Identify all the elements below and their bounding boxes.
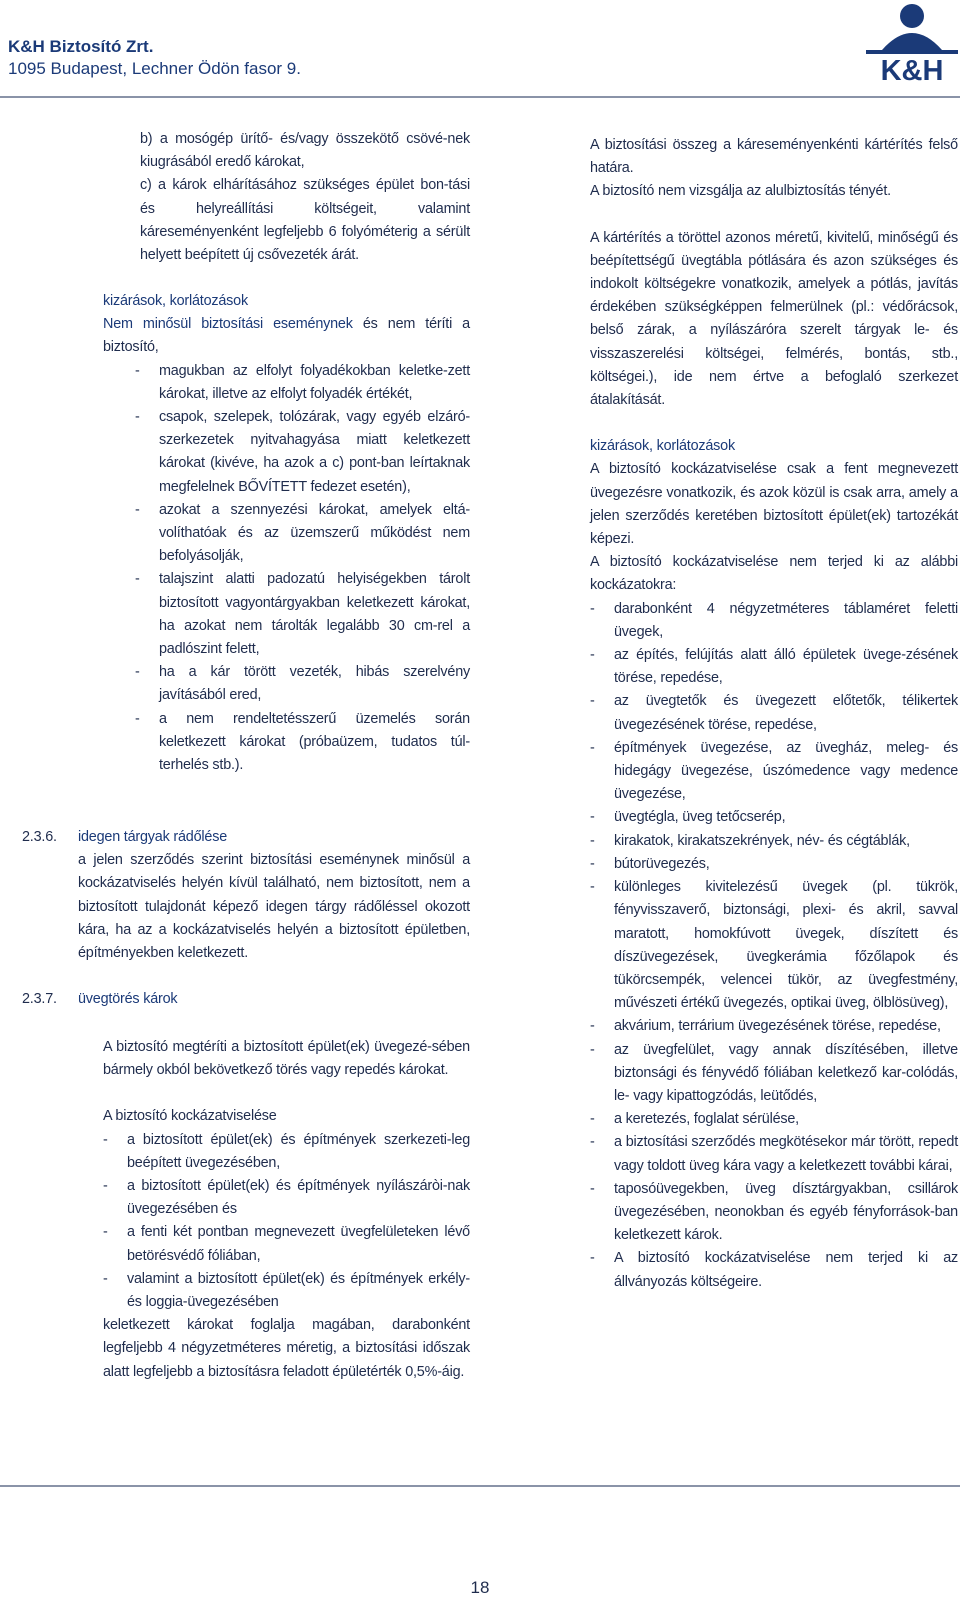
list-item: - csapok, szelepek, tolózárak, vagy egyéb elzáró-szerkezetek nyitvahagyása miatt keletkezett károkat (kivéve, ha azok a c) pont-ban leírtaknak megfelelnek BŐVÍTETT fedezet esetén),	[135, 406, 470, 499]
right-column	[590, 134, 958, 1294]
list-item: - az üvegfelület, vagy annak díszítésében, illetve biztonsági és fényvédő fóliában keletkező kar-colódás, le- vagy kipattogzódás, leütődés,	[590, 1039, 958, 1109]
header-rule	[0, 96, 960, 98]
list-item: - a biztosítási szerződés megkötésekor már törött, repedt vagy toldott üveg kára vagy a keletkezett további kárai,	[590, 1131, 958, 1177]
list-item: - darabonként 4 négyzetméteres táblaméret feletti üvegek,	[590, 598, 958, 644]
list-item: - ha a kár törött vezeték, hibás szerelvény javításából ered,	[135, 661, 470, 707]
company-name: K&H Biztosító Zrt.	[8, 37, 154, 56]
list-item: - építmények üvegezése, az üvegház, meleg- és hidegágy üvegezése, úszómedence vagy medence üvegezése,	[590, 737, 958, 807]
list-item: - a fenti két pontban megnevezett üvegfelületeken lévő betörésvédő fóliában,	[103, 1221, 470, 1267]
paragraph: keletkezett károkat foglalja magában, darabonként legfeljebb 4 négyzetméteres méretig, a biztosítási időszak alatt legfeljebb a biztosításra feladott épületérték 0,5%-áig.	[103, 1317, 470, 1380]
section-2-3-7-body	[103, 1036, 470, 1384]
list-item: - akvárium, terrárium üvegezésének törése, repedése,	[590, 1015, 958, 1038]
kh-logo	[852, 2, 958, 84]
section-heading: 2.3.7. üvegtörés károk	[22, 991, 178, 1007]
list-item: - A biztosító kockázatviselése nem terjed ki az állványozás költségeire.	[590, 1247, 958, 1293]
section-text: a jelen szerződés szerint biztosítási eseménynek minősül a kockázatviselés helyén kívül található, nem biztosított, nem a biztosított tulajdonát képező idegen tárgy rádőléssel okozott kára, ha az a kockázatviselés helyén a biztosított épületben, építményekben keletkezett.	[78, 852, 470, 962]
company-header	[8, 36, 301, 80]
paragraph: A kártérítés a töröttel azonos méretű, kivitelű, minőségű és beépítettségű üvegtábla pótlására és azon szükséges és indokolt költségekre vonatkozik, amelyek a pótlás, javítás érdekében szükségképpen felmerülnek (pl.: védőrácsok, belső zárak, a nyílászáróra szerelt tárgyak le- és visszaszerelési költségei, felmérés, bontás, stb., költségei.), ide nem értve a befoglaló szerkezet átalakítását.	[590, 229, 958, 409]
left-exclusions	[103, 290, 470, 777]
list-item: - talajszint alatti padozatú helyiségekben tárolt biztosított vagyontárgyakban keletkezett károkat, ha azokat nem tárolták legalább 30 cm-rel a padlószint felett,	[135, 568, 470, 661]
exclusions-heading: kizárások, korlátozások	[590, 438, 735, 455]
section-2-3-6	[22, 826, 470, 965]
list-item: - a nem rendeltetésszerű üzemelés során keletkezett károkat (próbaüzem, tudatos túl-terhelés stb.).	[135, 708, 470, 778]
list-item: - a keretezés, foglalat sérülése,	[590, 1108, 958, 1131]
list-item: - kirakatok, kirakatszekrények, név- és cégtáblák,	[590, 830, 958, 853]
exclusions-lead: Nem minősül biztosítási eseménynek és nem téríti a biztosító,	[103, 316, 470, 356]
list-item: - a biztosított épület(ek) és építmények szerkezeti-leg beépített üvegezésében,	[103, 1129, 470, 1175]
list-item: - különleges kivitelezésű üvegek (pl. tükrök, fényvisszaverő, biztonsági, plexi- és akril, savval maratott, homokfúvott üvegek, díszített és díszüvegezések, üvegkerámia főzőlapok és tükörcsempék, velencei tükör, az üvegfestmény, művészeti értékű üvegezés, optikai üveg, ölblösüveg),	[590, 876, 958, 1015]
intro-c: c) a károk elhárításához szükséges épület bon-tási és helyreállítási költségeit, valamint káreseményenként legfeljebb 6 folyóméterig a sérült helyett beépített új csővezeték árát.	[140, 177, 470, 264]
list-item: - üvegtégla, üveg tetőcserép,	[590, 806, 958, 829]
footer-rule	[0, 1485, 960, 1487]
section-2-3-7-heading	[22, 988, 470, 1011]
exclusions-heading: kizárások, korlátozások	[103, 293, 248, 309]
section-heading: 2.3.6. idegen tárgyak rádőlése	[22, 829, 228, 845]
list-item: - az üvegtetők és üvegezett előtetők, télikertek üvegezésének törése, repedése,	[590, 690, 958, 736]
list-item: - valamint a biztosított épület(ek) és építmények erkély- és loggia-üvegezésében	[103, 1268, 470, 1314]
left-intro	[140, 128, 470, 267]
paragraph: A biztosító megtéríti a biztosított épület(ek) üvegezé-sében bármely okból bekövetkező törés vagy repedés károkat.	[103, 1039, 470, 1079]
intro-b: b) a mosógép ürítő- és/vagy összekötő csövé-nek kiugrásából eredő károkat,	[140, 131, 470, 171]
company-address: 1095 Budapest, Lechner Ödön fasor 9.	[8, 59, 301, 78]
logo-text: K&H	[880, 55, 944, 84]
list-item: - taposóüvegekben, üveg dísztárgyakban, csillárok üvegezésében, neonokban és egyéb fényforrások-ban keletkezett károk.	[590, 1178, 958, 1248]
paragraph: A biztosító kockázatviselése nem terjed ki az alábbi kockázatokra:	[590, 554, 958, 594]
list-item: - bútorüvegezés,	[590, 853, 958, 876]
list-item: - azokat a szennyezési károkat, amelyek eltá-volíthatóak és az üzemszerű működést nem befolyásolják,	[135, 499, 470, 569]
paragraph: A biztosítási összeg a káreseményenkénti kártérítés felső határa.	[590, 137, 958, 177]
paragraph: A biztosító kockázatviselése csak a fent megnevezett üvegezésre vonatkozik, és azok közül is csak arra, amely a jelen szerződés keretében biztosított épület(ek) tartozékát képezi.	[590, 461, 958, 548]
list-item: - a biztosított épület(ek) és építmények nyílászáròi-nak üvegezésében és	[103, 1175, 470, 1221]
list-item: - magukban az elfolyt folyadékokban keletke-zett károkat, illetve az elfolyt folyadék értékét,	[135, 360, 470, 406]
paragraph: A biztosító nem vizsgálja az alulbiztosítás tényét.	[590, 183, 891, 200]
list-item: - az építés, felújítás alatt álló épületek üvege-zésének törése, repedése,	[590, 644, 958, 690]
paragraph: A biztosító kockázatviselése	[103, 1108, 277, 1125]
page-number: 18	[470, 1578, 490, 1597]
